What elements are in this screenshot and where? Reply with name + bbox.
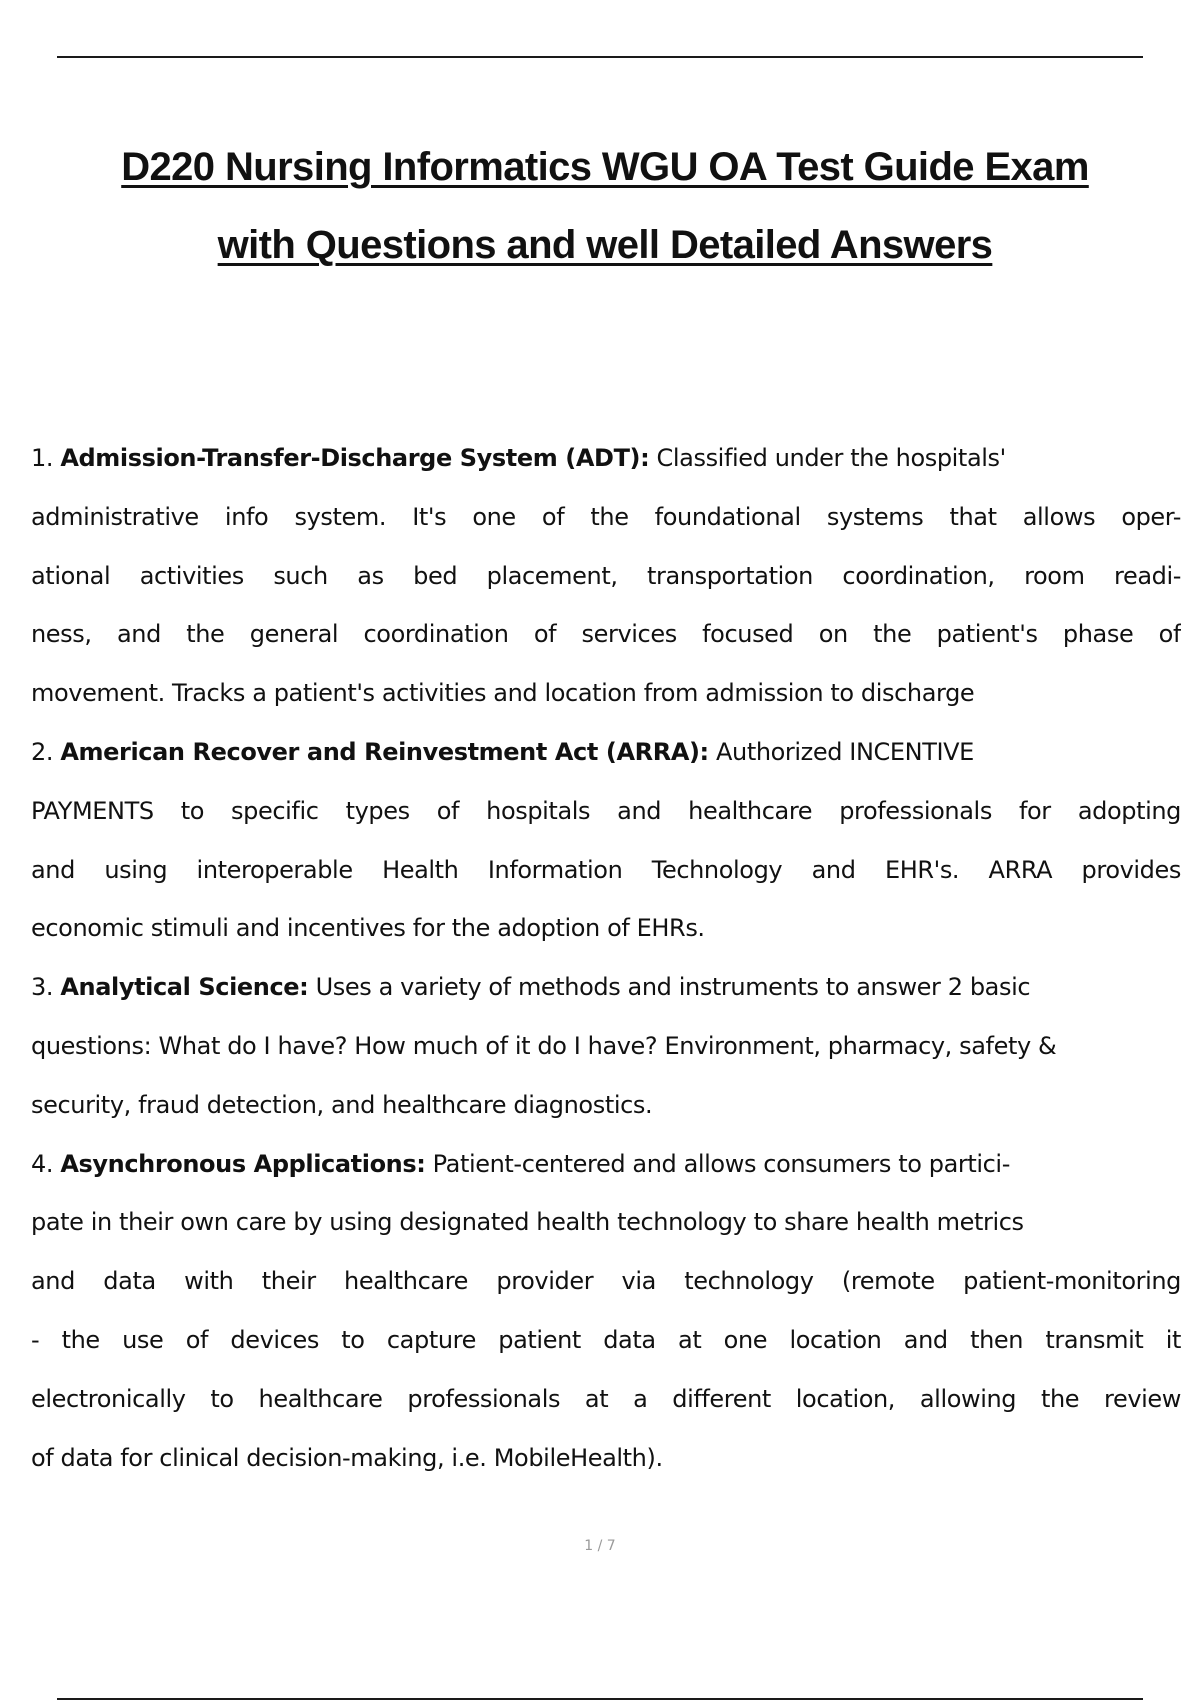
entry-line: ness, and the general coordination of services focused on the patient's phase of bbox=[31, 620, 1181, 649]
entry-line: electronically to healthcare professionals at a different location, allowing the review bbox=[31, 1384, 1181, 1413]
entry-line: and data with their healthcare provider via technology (remote patient-monitoring bbox=[31, 1267, 1181, 1296]
entry-line: - the use of devices to capture patient data at one location and then transmit it bbox=[31, 1325, 1181, 1354]
title-line-1: D220 Nursing Informatics WGU OA Test Guide Exam bbox=[121, 145, 1089, 189]
entry-term: Admission-Transfer-Discharge System (ADT): bbox=[60, 444, 650, 472]
entry-line: movement. Tracks a patient's activities and location from admission to discharge bbox=[31, 679, 975, 708]
entry-analytical-science bbox=[31, 958, 1181, 1134]
top-rule bbox=[57, 56, 1143, 58]
page-number: 1 / 7 bbox=[584, 1538, 616, 1554]
entry-number: 1. bbox=[31, 444, 54, 472]
entry-line: PAYMENTS to specific types of hospitals and healthcare professionals for adopting bbox=[31, 796, 1181, 825]
entry-line: ational activities such as bed placement, transportation coordination, room readi- bbox=[31, 561, 1181, 590]
entry-number: 2. bbox=[31, 737, 54, 766]
document-body bbox=[31, 429, 1181, 1487]
entry-term: Analytical Science: bbox=[60, 973, 309, 1002]
entry-line bbox=[31, 429, 1181, 488]
entry-text: Authorized INCENTIVE bbox=[708, 737, 974, 766]
entry-arra bbox=[31, 723, 1181, 958]
entry-term: American Recover and Reinvestment Act (ARRA): bbox=[60, 737, 709, 766]
entry-line: questions: What do I have? How much of it do I have? Environment, pharmacy, safety & bbox=[31, 1031, 1057, 1060]
entry-number: 4. bbox=[31, 1149, 54, 1178]
entry-text: Uses a variety of methods and instruments to answer 2 basic bbox=[308, 973, 1031, 1002]
entry-line: economic stimuli and incentives for the adoption of EHRs. bbox=[31, 914, 705, 943]
title-line-2: with Questions and well Detailed Answers bbox=[217, 223, 993, 267]
entry-number: 3. bbox=[31, 973, 54, 1002]
document-title bbox=[30, 128, 1180, 284]
entry-line: and using interoperable Health Information Technology and EHR's. ARRA provides bbox=[31, 855, 1181, 884]
entry-line: administrative info system. It's one of the foundational systems that allows oper- bbox=[31, 502, 1181, 531]
entry-line bbox=[31, 723, 1181, 782]
entry-adt bbox=[31, 429, 1181, 723]
entry-line bbox=[31, 958, 1181, 1017]
entry-line: pate in their own care by using designated health technology to share health metrics bbox=[31, 1208, 1024, 1237]
entry-text: Patient-centered and allows consumers to partici- bbox=[425, 1149, 1010, 1178]
entry-line: of data for clinical decision-making, i.e. MobileHealth). bbox=[31, 1443, 663, 1472]
entry-line: security, fraud detection, and healthcare diagnostics. bbox=[31, 1090, 653, 1119]
entry-term: Asynchronous Applications: bbox=[60, 1149, 426, 1178]
entry-text: Classified under the hospitals' bbox=[649, 444, 1006, 472]
entry-line bbox=[31, 1135, 1181, 1194]
entry-asynchronous-applications bbox=[31, 1135, 1181, 1488]
